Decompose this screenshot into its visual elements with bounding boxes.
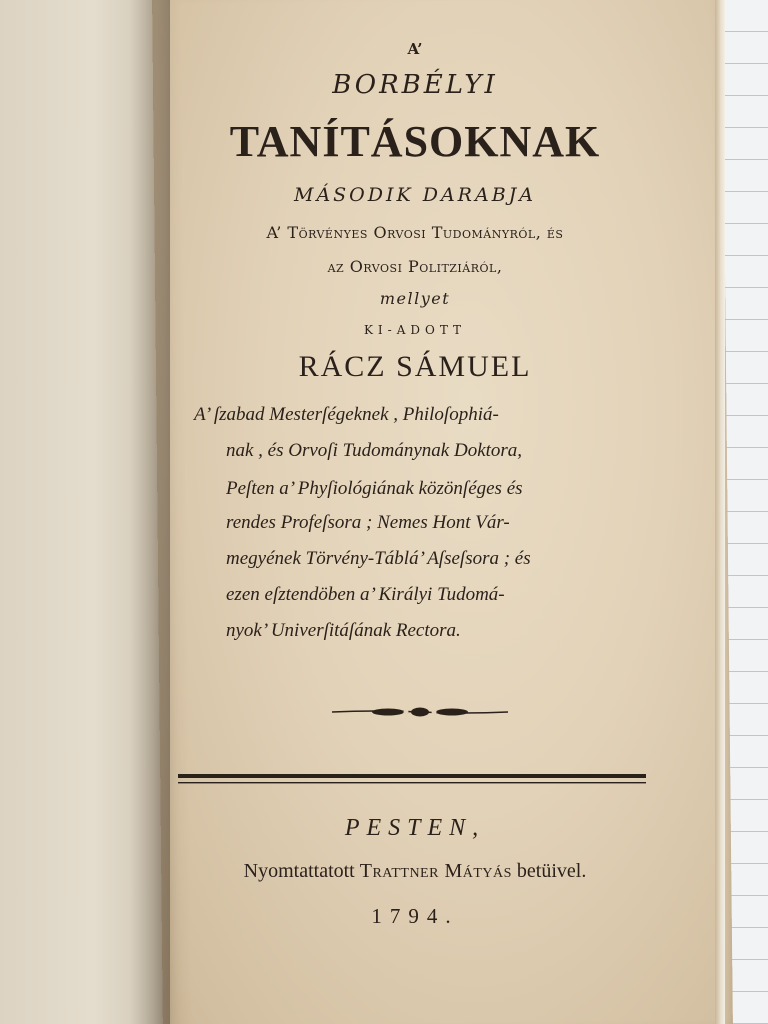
author-bio-line: A’ ſzabad Mesterſégeknek , Philoſophiá- — [194, 404, 499, 425]
author-bio-line: nak , és Orvoſi Tudománynak Doktora, — [226, 440, 523, 461]
author-bio-line: Peſten a’ Phyſiológiának közönſéges és — [226, 478, 523, 499]
author-bio-line: rendes Profeſsora ; Nemes Hont Vár- — [226, 512, 510, 533]
page-edge — [715, 0, 725, 1024]
printer-suffix: betüivel. — [516, 860, 587, 882]
author-name: RÁCZ SÁMUEL — [298, 350, 532, 383]
line-borbelyi: BORBÉLYI — [332, 70, 498, 100]
author-bio-line: nyok’ Univerſitáſának Rectora. — [226, 620, 461, 641]
imprint-year: 1794. — [371, 904, 459, 928]
printer-name: Trattner Mátyás — [359, 860, 512, 882]
line-kiadott: KI-ADOTT — [363, 323, 467, 337]
subtitle-masodik: MÁSODIK DARABJA — [293, 184, 537, 206]
subtitle-politzia: az Orvosi Politziáról, — [327, 257, 503, 276]
author-bio-line: megyének Törvény-Táblá’ Aſseſsora ; és — [226, 548, 531, 569]
double-rule — [178, 774, 646, 786]
ornament-divider — [330, 700, 510, 724]
line-mellyet: mellyet — [379, 289, 451, 308]
line-a: A’ — [407, 40, 423, 58]
imprint-place: PESTEN, — [344, 815, 486, 841]
subtitle-torvenyes: A’ Törvényes Orvosi Tudományról, és — [266, 223, 564, 242]
imprint-printer — [150, 860, 680, 883]
author-bio-line: ezen eſztendöben a’ Királyi Tudomá- — [226, 584, 505, 605]
printer-prefix: Nyomtattatott — [243, 860, 355, 882]
main-title: TANÍTÁSOKNAK — [229, 117, 601, 166]
